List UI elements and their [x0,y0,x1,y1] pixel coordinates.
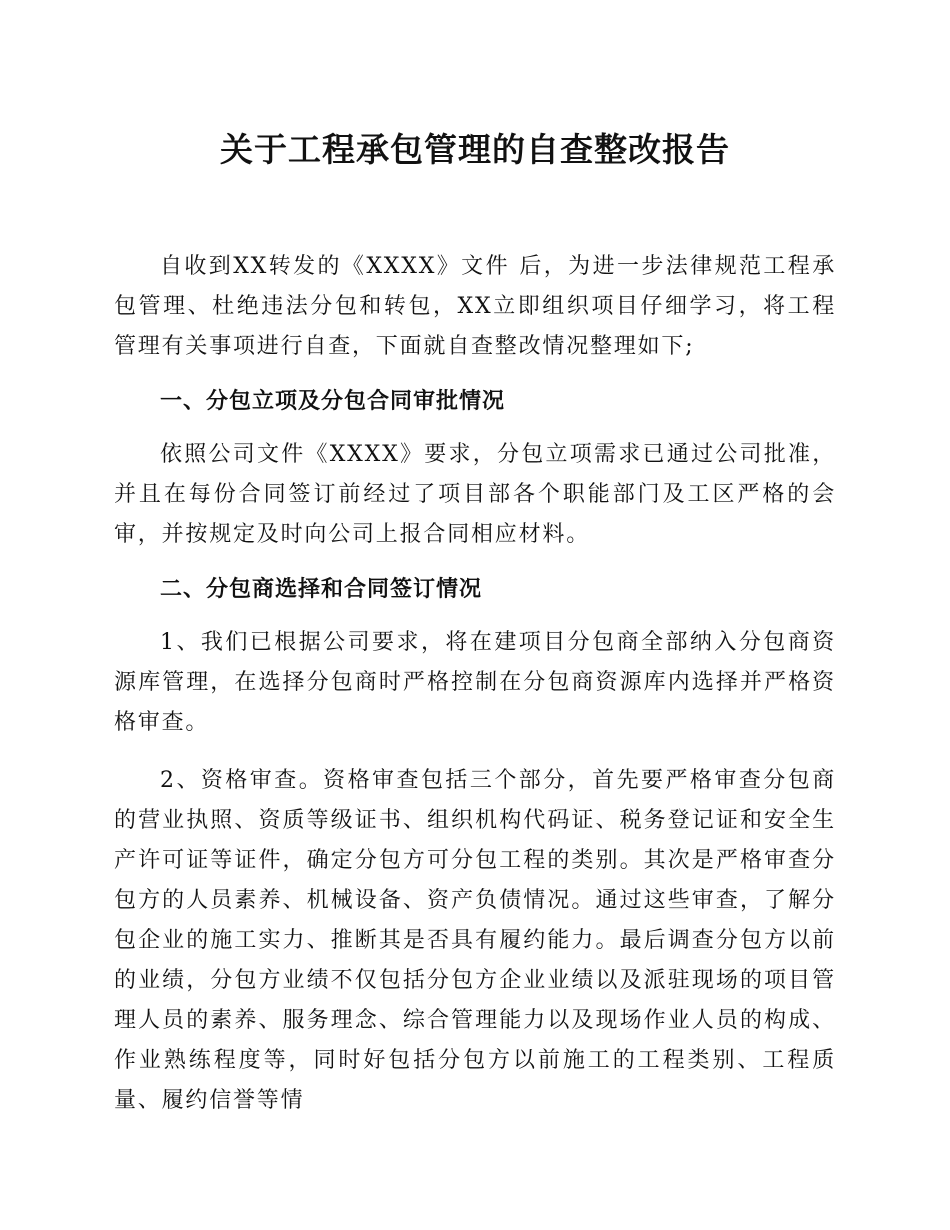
section-2-item-1: 1、我们已根据公司要求，将在建项目分包商全部纳入分包商资源库管理，在选择分包商时严格控制在分包商资源库内选择并严格资格审查。 [114,630,836,735]
document-body [114,247,836,1121]
intro-paragraph: 自收到XX转发的《XXXX》文件 后，为进一步法律规范工程承包管理、杜绝违法分包和转包，XX立即组织项目仔细学习，将工程管理有关事项进行自查，下面就自查整改情况整理如下; [114,254,836,359]
section-1-heading: 一、分包立项及分包合同审批情况 [160,388,506,414]
spacer [114,421,836,435]
spacer [114,743,836,761]
spacer [114,609,836,623]
spacer [114,367,836,381]
section-2-item-2: 2、资格审查。资格审查包括三个部分，首先要严格审查分包商的营业执照、资质等级证书、组织机构代码证、税务登记证和安全生产许可证等证件，确定分包方可分包工程的类别。其次是严格审查分包方的人员素养、机械设备、资产负债情况。通过这些审查，了解分包企业的施工实力、推断其是否具有履约能力。最后调查分包方以前的业绩，分包方业绩不仅包括分包方企业业绩以及派驻现场的项目管理人员的素养、服务理念、综合管理能力以及现场作业人员的构成、作业熟练程度等，同时好包括分包方以前施工的工程类别、工程质量、履约信誉等情 [114,768,836,1113]
spacer [114,555,836,569]
section-2-heading: 二、分包商选择和合同签订情况 [160,576,483,602]
section-1-paragraph: 依照公司文件《XXXX》要求，分包立项需求已通过公司批准，并且在每份合同签订前经过了项目部各个职能部门及工区严格的会审，并按规定及时向公司上报合同相应材料。 [114,442,836,547]
document-title: 关于工程承包管理的自查整改报告 [220,130,730,169]
